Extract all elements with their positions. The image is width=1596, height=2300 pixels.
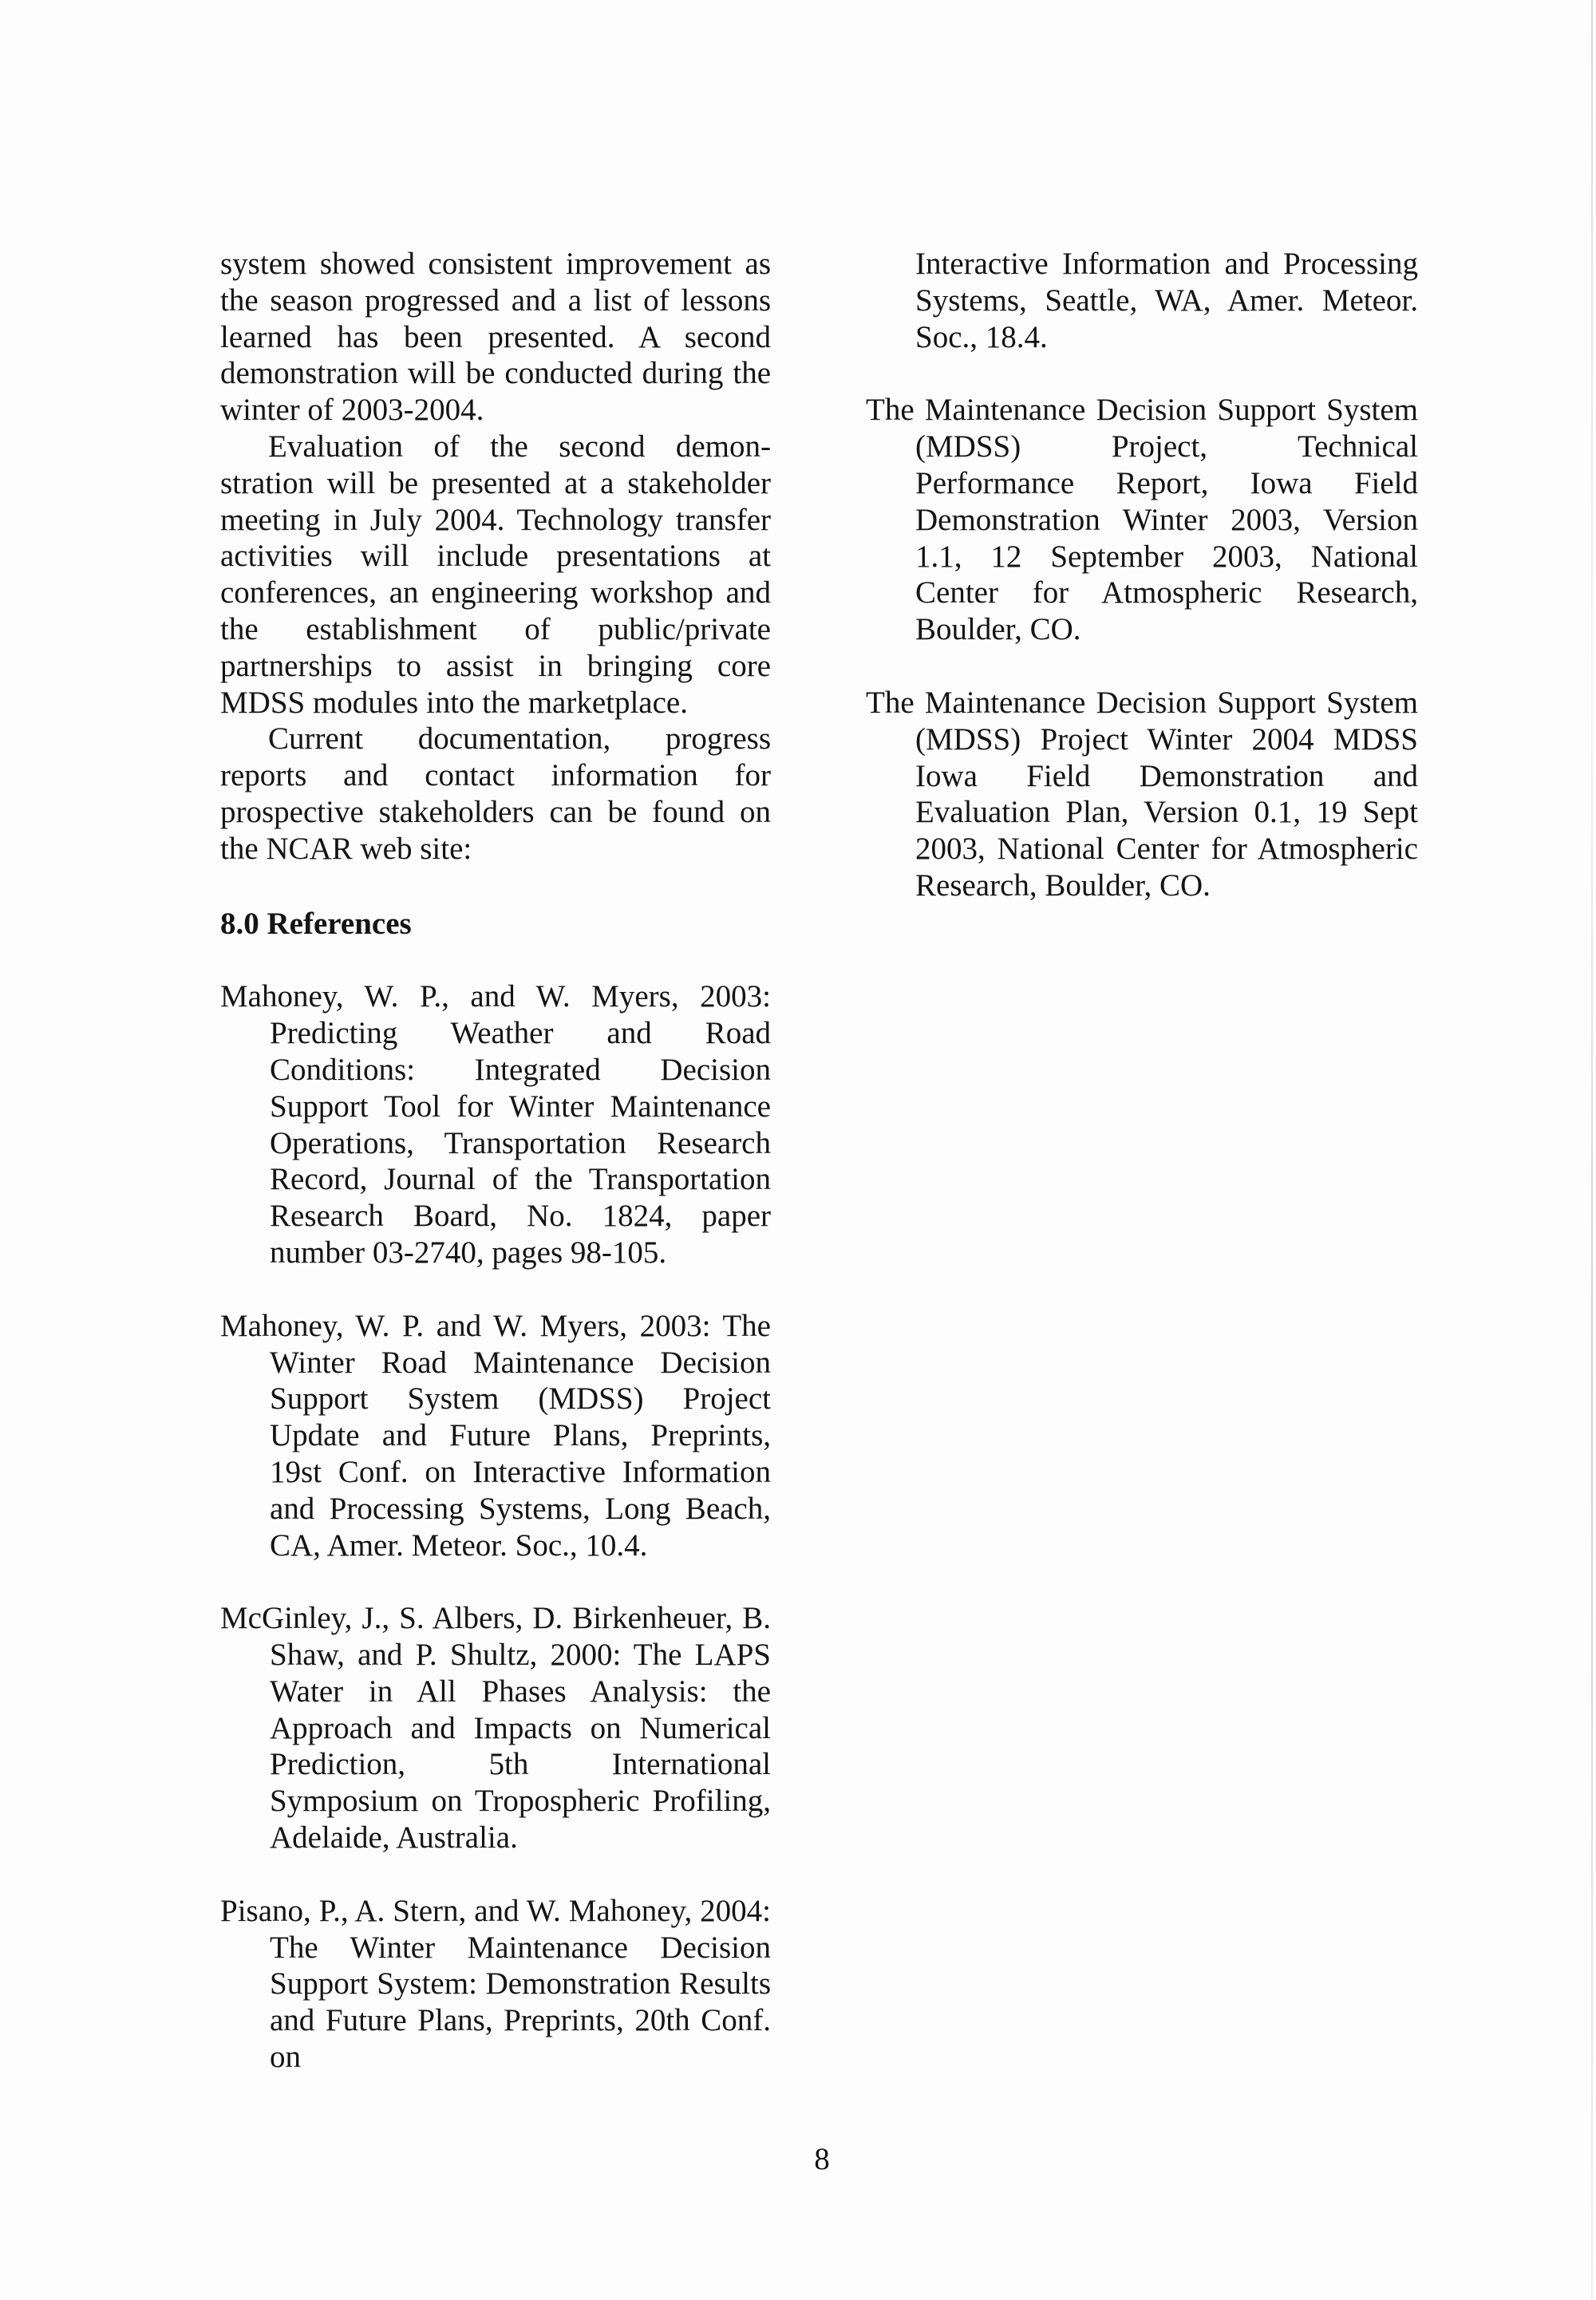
right-column — [866, 246, 1418, 904]
body-paragraph: system showed consistent improvement as the season progressed and a list of lessons learned has been presented. A second demonstration will be conducted during the winter of 2003-2004. — [220, 247, 771, 428]
reference-entry: Pisano, P., A. Stern, and W. Mahoney, 2004: The Winter Maintenance Decision Support System: Demonstration Results and Future Plans, Preprints, 20th Conf. on — [220, 1893, 771, 2075]
reference-continuation: Interactive Information and Processing Systems, Seattle, WA, Amer. Meteor. Soc., 18.4. — [915, 247, 1418, 354]
reference-entry: The Maintenance Decision Support System (MDSS) Project, Technical Performance Report, Iowa Field Demonstration Winter 2003, Version 1.1, 12 September 2003, National Center for Atmospheric Research, Boulder, CO. — [866, 393, 1418, 647]
left-column — [220, 246, 771, 2076]
page-number: 8 — [814, 2142, 830, 2176]
reference-entry: The Maintenance Decision Support System (MDSS) Project Winter 2004 MDSS Iowa Field Demonstration and Evaluation Plan, Version 0.1, 19 Sept 2003, National Center for Atmospheric Research, Boulder, CO. — [866, 685, 1418, 903]
reference-entry: Mahoney, W. P., and W. Myers, 2003: Predicting Weather and Road Conditions: Integrated Decision Support Tool for Winter Maintenance Operations, Transportation Research Record, Journal of the Transportation Research Board, No. 1824, paper number 03-2740, pages 98-105. — [220, 979, 771, 1270]
scan-edge-shadow — [1591, 0, 1593, 2300]
body-paragraph: Evaluation of the second demon-stration will be presented at a stakeholder meeting in July 2004. Technology transfer activities will include presentations at conferences, an engineering workshop and the establishment of public/private partnerships to assist in bringing core MDSS modules into the marketplace. — [220, 429, 771, 720]
reference-entry: Mahoney, W. P. and W. Myers, 2003: The Winter Road Maintenance Decision Support System (MDSS) Project Update and Future Plans, Preprints, 19st Conf. on Interactive Information and Processing Systems, Long Beach, CA, Amer. Meteor. Soc., 10.4. — [220, 1308, 771, 1563]
reference-entry: McGinley, J., S. Albers, D. Birkenheuer, B. Shaw, and P. Shultz, 2000: The LAPS Water in All Phases Analysis: the Approach and Impacts on Numerical Prediction, 5th International Symposium on Tropospheric Profiling, Adelaide, Australia. — [220, 1601, 771, 1855]
section-heading: 8.0 References — [220, 906, 412, 941]
body-paragraph: Current documentation, progress reports and contact information for prospective stakeholders can be found on the NCAR web site: — [220, 721, 771, 866]
